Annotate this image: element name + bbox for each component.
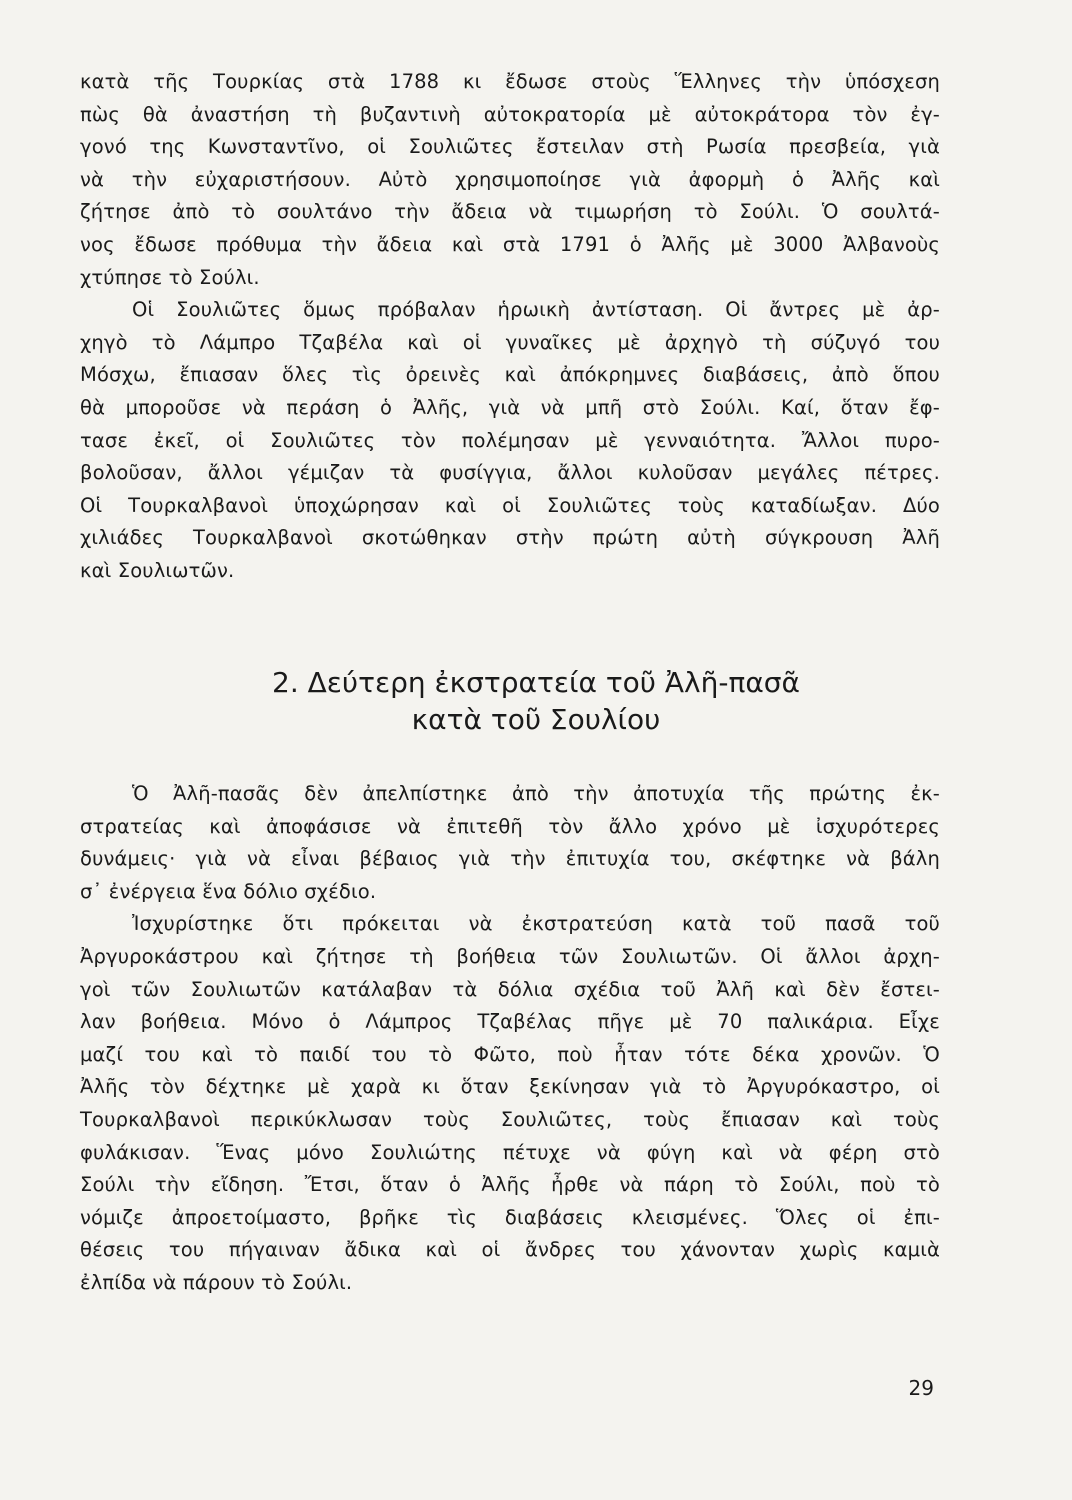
text-line: γοὶ τῶν Σουλιωτῶν κατάλαβαν τὰ δόλια σχέδια τοῦ Ἀλῆ καὶ δὲν ἔστει- <box>80 977 940 1001</box>
text-line: Ἀργυροκάστρου καὶ ζήτησε τὴ βοήθεια τῶν Σουλιωτῶν. Οἱ ἄλλοι ἀρχη- <box>80 944 940 968</box>
page-number: 29 <box>908 1376 934 1400</box>
paragraph-block-top <box>80 66 940 588</box>
text-line: Ὁ Ἀλῆ-πασᾶς δὲν ἀπελπίστηκε ἀπὸ τὴν ἀποτυχία τῆς πρώτης ἐκ- <box>132 782 940 805</box>
text-line: φυλάκισαν. Ἕνας μόνο Σουλιώτης πέτυχε νὰ φύγη καὶ νὰ φέρη στὸ <box>80 1140 940 1164</box>
text-line: χηγὸ τὸ Λάμπρο Τζαβέλα καὶ οἱ γυναῖκες μὲ ἀρχηγὸ τὴ σύζυγό του <box>80 330 940 354</box>
text-line: βολοῦσαν, ἄλλοι γέμιζαν τὰ φυσίγγια, ἄλλοι κυλοῦσαν μεγάλες πέτρες. <box>80 461 940 485</box>
text-line: χτύπησε τὸ Σούλι. <box>80 265 260 289</box>
text-line: καὶ Σουλιωτῶν. <box>80 558 235 582</box>
text-line: δυνάμεις· γιὰ νὰ εἶναι βέβαιος γιὰ τὴν ἐπιτυχία του, σκέφτηκε νὰ βάλη <box>80 847 940 871</box>
heading-line-2: κατὰ τοῦ Σουλίου <box>411 703 661 736</box>
heading-line-1: 2. Δεύτερη ἐκστρατεία τοῦ Ἀλῆ-πασᾶ <box>272 666 800 699</box>
text-line: νὰ τὴν εὐχαριστήσουν. Αὐτὸ χρησιμοποίησε γιὰ ἀφορμὴ ὁ Ἀλῆς καὶ <box>80 167 940 191</box>
section-heading <box>0 664 1072 738</box>
text-line: θὰ μποροῦσε νὰ περάση ὁ Ἀλῆς, γιὰ νὰ μπῆ στὸ Σούλι. Καί, ὅταν ἔφ- <box>80 395 940 419</box>
text-line: μαζί του καὶ τὸ παιδί του τὸ Φῶτο, ποὺ ἦταν τότε δέκα χρονῶν. Ὁ <box>80 1042 940 1066</box>
text-line: γονό της Κωνσταντῖνο, οἱ Σουλιῶτες ἔστειλαν στὴ Ρωσία πρεσβεία, γιὰ <box>80 135 940 159</box>
text-line: νος ἔδωσε πρόθυμα τὴν ἄδεια καὶ στὰ 1791 ὁ Ἀλῆς μὲ 3000 Ἀλβανοὺς <box>80 232 940 256</box>
text-line: στρατείας καὶ ἀποφάσισε νὰ ἐπιτεθῆ τὸν ἄλλο χρόνο μὲ ἰσχυρότερες <box>80 814 940 838</box>
text-line: Τουρκαλβανοὶ περικύκλωσαν τοὺς Σουλιῶτες, τοὺς ἔπιασαν καὶ τοὺς <box>80 1107 940 1131</box>
text-line: ζήτησε ἀπὸ τὸ σουλτάνο τὴν ἄδεια νὰ τιμωρήση τὸ Σούλι. Ὁ σουλτά- <box>80 200 940 224</box>
text-line: νόμιζε ἀπροετοίμαστο, βρῆκε τὶς διαβάσεις κλεισμένες. Ὅλες οἱ ἐπι- <box>80 1205 940 1229</box>
paragraph-block-bottom <box>80 778 940 1300</box>
text-line: λαν βοήθεια. Μόνο ὁ Λάμπρος Τζαβέλας πῆγε μὲ 70 παλικάρια. Εἶχε <box>80 1010 940 1034</box>
text-line: Οἱ Σουλιῶτες ὅμως πρόβαλαν ἡρωικὴ ἀντίσταση. Οἱ ἄντρες μὲ ἀρ- <box>132 298 940 322</box>
text-line: πὼς θὰ ἀναστήση τὴ βυζαντινὴ αὐτοκρατορία μὲ αὐτοκράτορα τὸν ἐγ- <box>80 102 940 126</box>
text-line: κατὰ τῆς Τουρκίας στὰ 1788 κι ἔδωσε στοὺς Ἕλληνες τὴν ὑπόσχεση <box>80 70 940 93</box>
text-line: Μόσχω, ἔπιασαν ὅλες τὶς ὀρεινὲς καὶ ἀπόκρημνες διαβάσεις, ἀπὸ ὅπου <box>80 363 940 387</box>
text-line: Σούλι τὴν εἴδηση. Ἔτσι, ὅταν ὁ Ἀλῆς ἦρθε νὰ πάρη τὸ Σούλι, ποὺ τὸ <box>80 1173 940 1197</box>
text-line: Ἀλῆς τὸν δέχτηκε μὲ χαρὰ κι ὅταν ξεκίνησαν γιὰ τὸ Ἀργυρόκαστρο, οἱ <box>80 1075 940 1099</box>
text-line: ἐλπίδα νὰ πάρουν τὸ Σούλι. <box>80 1270 353 1294</box>
text-line: χιλιάδες Τουρκαλβανοὶ σκοτώθηκαν στὴν πρώτη αὐτὴ σύγκρουση Ἀλῆ <box>80 526 940 550</box>
text-line: σ᾽ ἐνέργεια ἕνα δόλιο σχέδιο. <box>80 879 377 903</box>
text-line: θέσεις του πήγαιναν ἄδικα καὶ οἱ ἄνδρες του χάνονταν χωρὶς καμιὰ <box>80 1238 940 1262</box>
text-line: τασε ἐκεῖ, οἱ Σουλιῶτες τὸν πολέμησαν μὲ γενναιότητα. Ἄλλοι πυρο- <box>80 428 940 452</box>
text-line: Οἱ Τουρκαλβανοὶ ὑποχώρησαν καὶ οἱ Σουλιῶτες τοὺς καταδίωξαν. Δύο <box>80 493 940 517</box>
text-line: Ἰσχυρίστηκε ὅτι πρόκειται νὰ ἐκστρατεύση κατὰ τοῦ πασᾶ τοῦ <box>132 912 940 936</box>
